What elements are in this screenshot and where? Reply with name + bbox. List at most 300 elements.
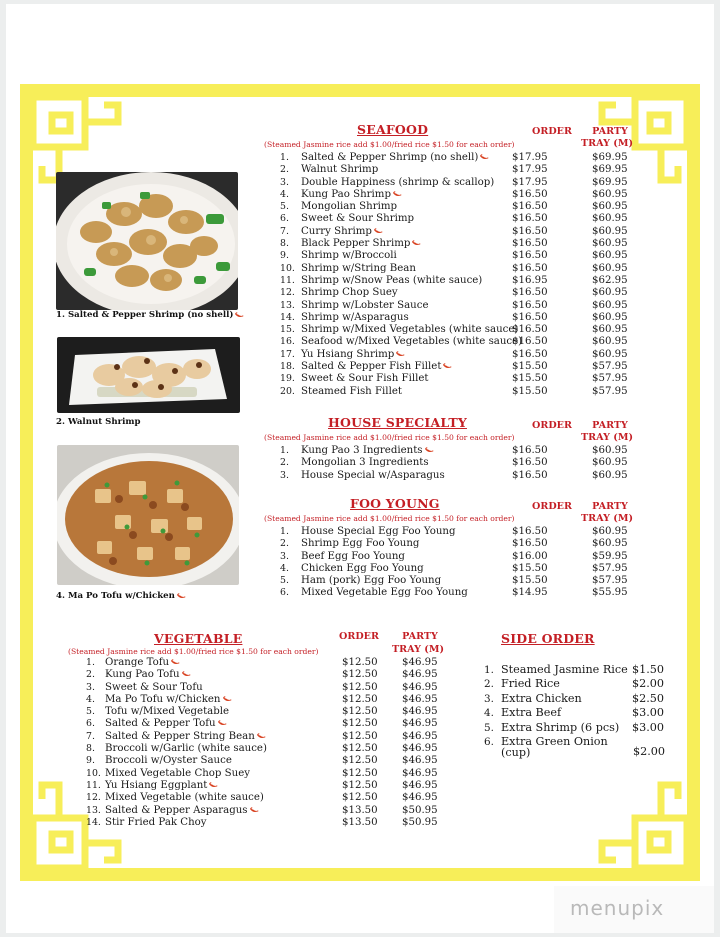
party-tray-price: $60.95 bbox=[592, 213, 628, 225]
item-number: 4. bbox=[280, 562, 289, 574]
seafood-order-header: ORDER bbox=[532, 126, 572, 137]
item-name bbox=[301, 457, 429, 469]
item-number: 15. bbox=[280, 324, 295, 336]
item-number: 10. bbox=[86, 767, 101, 779]
item-number: 16. bbox=[280, 336, 295, 348]
seafood-rice-note: (Steamed Jasmine rice add $1.00/fried rice $1.50 for each order) bbox=[264, 140, 515, 149]
order-price: $16.50 bbox=[512, 311, 548, 323]
item-name bbox=[501, 692, 582, 706]
menu-item bbox=[274, 226, 634, 238]
chili-pepper-icon bbox=[396, 351, 405, 357]
item-name-text: Salted & Pepper String Bean bbox=[105, 730, 255, 742]
chili-pepper-icon bbox=[257, 733, 266, 739]
party-tray-price: $60.95 bbox=[592, 201, 628, 213]
foo-young-tray-header: TRAY (M) bbox=[581, 513, 633, 524]
item-number: 4. bbox=[86, 693, 95, 705]
party-tray-price: $60.95 bbox=[592, 287, 628, 299]
item-number: 2. bbox=[484, 678, 494, 691]
item-number: 10. bbox=[280, 262, 295, 274]
item-name-text: Fried Rice bbox=[501, 677, 560, 691]
item-number: 14. bbox=[86, 816, 101, 828]
side-order-title: SIDE ORDER bbox=[501, 631, 595, 646]
item-number: 5. bbox=[280, 201, 289, 213]
item-name-text: Mixed Vegetable (white sauce) bbox=[105, 792, 264, 804]
menu-item bbox=[274, 349, 634, 361]
item-name bbox=[301, 324, 518, 336]
party-tray-price: $60.95 bbox=[592, 526, 628, 537]
party-tray-price: $69.95 bbox=[592, 152, 628, 163]
order-price: $12.50 bbox=[342, 657, 378, 668]
menu-item bbox=[274, 575, 634, 587]
item-number: 2. bbox=[280, 457, 289, 469]
party-tray-price: $46.95 bbox=[402, 657, 438, 668]
party-tray-price: $60.95 bbox=[592, 225, 628, 237]
menu-item bbox=[274, 275, 634, 287]
item-name-text: Shrimp Egg Foo Young bbox=[301, 538, 420, 550]
item-name bbox=[301, 526, 456, 538]
order-price: $2.00 bbox=[632, 677, 665, 691]
menu-item bbox=[80, 657, 440, 669]
item-name-text: Black Pepper Shrimp bbox=[301, 238, 411, 250]
item-number: 4. bbox=[484, 707, 494, 720]
item-number: 3. bbox=[280, 176, 289, 188]
item-name-text: Yu Hsiang Eggplant bbox=[105, 779, 208, 791]
item-name-text: Curry Shrimp bbox=[301, 225, 372, 237]
item-number: 2. bbox=[280, 538, 289, 550]
item-name-text: Shrimp w/Broccoli bbox=[301, 250, 397, 262]
item-name-text: Sweet & Sour Tofu bbox=[105, 681, 203, 693]
party-tray-price: $60.95 bbox=[592, 445, 628, 456]
order-price: $15.50 bbox=[512, 562, 548, 574]
vegetable-party-header: PARTY bbox=[402, 631, 438, 642]
item-number: 1. bbox=[280, 152, 289, 163]
item-name-text: Mixed Vegetable Egg Foo Young bbox=[301, 587, 468, 599]
item-name bbox=[301, 201, 397, 213]
order-price: $17.95 bbox=[512, 176, 548, 188]
item-name-text: Shrimp Chop Suey bbox=[301, 287, 398, 299]
house-order-header: ORDER bbox=[532, 420, 572, 431]
order-price: $16.50 bbox=[512, 201, 548, 213]
item-name-text: Seafood w/Mixed Vegetables (white sauce) bbox=[301, 336, 523, 348]
order-price: $13.50 bbox=[342, 816, 378, 828]
chili-pepper-icon bbox=[235, 312, 244, 318]
chili-pepper-icon bbox=[412, 240, 421, 246]
party-tray-price: $50.95 bbox=[402, 804, 438, 816]
menu-item bbox=[80, 682, 440, 694]
party-tray-price: $60.95 bbox=[592, 457, 628, 469]
item-number: 8. bbox=[86, 743, 95, 755]
item-name-text: Extra Chicken bbox=[501, 691, 582, 705]
chili-pepper-icon bbox=[250, 807, 259, 813]
chili-pepper-icon bbox=[177, 593, 186, 599]
party-tray-price: $60.95 bbox=[592, 188, 628, 200]
item-name bbox=[301, 164, 378, 176]
order-price: $12.50 bbox=[342, 743, 378, 755]
house-specialty-title: HOUSE SPECIALTY bbox=[328, 415, 467, 430]
item-name-text: Shrimp w/Snow Peas (white sauce) bbox=[301, 274, 483, 286]
order-price: $16.50 bbox=[512, 287, 548, 299]
party-tray-price: $69.95 bbox=[592, 176, 628, 188]
order-price: $3.00 bbox=[632, 706, 665, 720]
party-tray-price: $60.95 bbox=[592, 469, 628, 481]
menu-item bbox=[274, 526, 634, 538]
item-name-text: Shrimp w/Asparagus bbox=[301, 311, 409, 323]
order-price: $16.50 bbox=[512, 225, 548, 237]
item-name bbox=[301, 263, 416, 275]
vegetable-list bbox=[80, 657, 440, 829]
party-tray-price: $46.95 bbox=[402, 767, 438, 779]
party-tray-price: $46.95 bbox=[402, 718, 438, 730]
party-tray-price: $55.95 bbox=[592, 587, 628, 599]
menu-item bbox=[274, 263, 634, 275]
order-price: $17.95 bbox=[512, 164, 548, 176]
item-name-text: Sweet & Sour Shrimp bbox=[301, 213, 415, 225]
side-cup-price: $2.00 bbox=[633, 745, 666, 758]
party-tray-price: $57.95 bbox=[592, 361, 628, 373]
menu-item bbox=[274, 551, 634, 563]
salted-pepper-shrimp-photo bbox=[56, 172, 238, 310]
item-number: 1. bbox=[280, 445, 289, 456]
party-tray-price: $46.95 bbox=[402, 706, 438, 718]
item-number: 20. bbox=[280, 385, 295, 397]
item-number: 13. bbox=[280, 299, 295, 311]
item-name bbox=[301, 238, 421, 250]
item-number: 6. bbox=[86, 718, 95, 730]
item-number: 3. bbox=[280, 469, 289, 481]
order-price: $16.50 bbox=[512, 213, 548, 225]
order-price: $16.50 bbox=[512, 348, 548, 360]
item-name bbox=[105, 657, 180, 669]
menu-item bbox=[274, 177, 634, 189]
side-order-list bbox=[480, 663, 670, 749]
item-number: 9. bbox=[280, 250, 289, 262]
party-tray-price: $60.95 bbox=[592, 299, 628, 311]
chili-pepper-icon bbox=[480, 154, 489, 160]
order-price: $1.50 bbox=[632, 663, 665, 676]
order-price: $12.50 bbox=[342, 792, 378, 804]
item-name-text: Extra Beef bbox=[501, 706, 562, 720]
party-tray-price: $46.95 bbox=[402, 743, 438, 755]
item-name-text: Salted & Pepper Shrimp (no shell) bbox=[301, 152, 479, 163]
item-name bbox=[105, 743, 267, 755]
party-tray-price: $50.95 bbox=[402, 816, 438, 828]
party-tray-price: $46.95 bbox=[402, 730, 438, 742]
item-name bbox=[105, 792, 264, 804]
item-name bbox=[301, 336, 522, 348]
item-name-text: Chicken Egg Foo Young bbox=[301, 562, 424, 574]
item-number: 1. bbox=[280, 526, 289, 537]
seafood-title: SEAFOOD bbox=[357, 122, 429, 137]
order-price: $13.50 bbox=[342, 804, 378, 816]
chili-pepper-icon bbox=[425, 447, 434, 453]
party-tray-price: $60.95 bbox=[592, 324, 628, 336]
item-number: 9. bbox=[86, 755, 95, 767]
item-number: 2. bbox=[86, 669, 95, 681]
side-cup-label: (cup) bbox=[501, 746, 531, 759]
item-name bbox=[301, 361, 452, 373]
seafood-tray-header: TRAY (M) bbox=[581, 138, 633, 149]
order-price: $16.50 bbox=[512, 526, 548, 537]
chili-pepper-icon bbox=[374, 228, 383, 234]
order-price: $2.50 bbox=[632, 691, 665, 705]
item-name bbox=[301, 538, 419, 550]
order-price: $14.95 bbox=[512, 587, 548, 599]
item-number: 6. bbox=[484, 735, 494, 748]
order-price: $15.50 bbox=[512, 373, 548, 385]
menu-item bbox=[80, 694, 440, 706]
foo-young-party-header: PARTY bbox=[592, 501, 628, 512]
item-name-text: Mixed Vegetable Chop Suey bbox=[105, 767, 251, 779]
menu-item bbox=[274, 445, 634, 457]
menu-item bbox=[80, 780, 440, 792]
item-number: 3. bbox=[484, 692, 494, 705]
walnut-shrimp-caption: 2. Walnut Shrimp bbox=[56, 417, 141, 427]
vegetable-tray-header: TRAY (M) bbox=[392, 644, 444, 655]
item-name-text: Broccoli w/Garlic (white sauce) bbox=[105, 743, 267, 755]
menu-item bbox=[274, 201, 634, 213]
item-name bbox=[301, 312, 409, 324]
menu-item bbox=[480, 721, 670, 735]
foo-young-title: FOO YOUNG bbox=[350, 496, 440, 511]
item-name bbox=[301, 386, 402, 398]
order-price: $12.50 bbox=[342, 730, 378, 742]
order-price: $16.50 bbox=[512, 445, 548, 456]
walnut-shrimp-photo bbox=[57, 337, 240, 413]
order-price: $16.50 bbox=[512, 238, 548, 250]
order-price: $16.50 bbox=[512, 262, 548, 274]
party-tray-price: $57.95 bbox=[592, 562, 628, 574]
menu-item bbox=[480, 677, 670, 691]
menu-item bbox=[80, 731, 440, 743]
item-name-text: Mongolian Shrimp bbox=[301, 201, 398, 213]
menu-item bbox=[274, 373, 634, 385]
item-number: 7. bbox=[280, 225, 289, 237]
menu-item bbox=[80, 805, 440, 817]
item-number: 6. bbox=[280, 213, 289, 225]
item-number: 5. bbox=[280, 575, 289, 587]
house-rice-note: (Steamed Jasmine rice add $1.00/fried rice $1.50 for each order) bbox=[264, 433, 515, 442]
vegetable-title: VEGETABLE bbox=[154, 631, 243, 646]
menu-item bbox=[274, 164, 634, 176]
party-tray-price: $60.95 bbox=[592, 250, 628, 262]
item-name bbox=[301, 349, 405, 361]
foo-young-list bbox=[274, 526, 634, 600]
item-name bbox=[105, 817, 207, 829]
item-name-text: Double Happiness (shrimp & scallop) bbox=[301, 176, 495, 188]
order-price: $12.50 bbox=[342, 755, 378, 767]
ma-po-tofu-photo bbox=[57, 445, 239, 585]
party-tray-price: $57.95 bbox=[592, 575, 628, 587]
item-name bbox=[105, 669, 191, 681]
menu-item bbox=[80, 817, 440, 829]
item-name bbox=[301, 250, 397, 262]
menu-item bbox=[80, 669, 440, 681]
party-tray-price: $57.95 bbox=[592, 373, 628, 385]
house-specialty-list bbox=[274, 445, 634, 482]
party-tray-price: $69.95 bbox=[592, 164, 628, 176]
item-name-text: Orange Tofu bbox=[105, 657, 170, 668]
menu-item bbox=[274, 361, 634, 373]
menu-item bbox=[80, 706, 440, 718]
item-name-text: Shrimp w/String Bean bbox=[301, 262, 416, 274]
chili-pepper-icon bbox=[171, 659, 180, 665]
item-name-text: Yu Hsiang Shrimp bbox=[301, 348, 395, 360]
menu-item bbox=[274, 312, 634, 324]
item-number: 1. bbox=[86, 657, 95, 668]
salted-pepper-shrimp-caption: 1. Salted & Pepper Shrimp (no shell) bbox=[56, 310, 244, 320]
menu-item bbox=[80, 792, 440, 804]
menu-item bbox=[480, 706, 670, 720]
party-tray-price: $46.95 bbox=[402, 755, 438, 767]
menu-item bbox=[80, 768, 440, 780]
order-price: $12.50 bbox=[342, 681, 378, 693]
item-name bbox=[501, 663, 628, 677]
party-tray-price: $62.95 bbox=[592, 274, 628, 286]
item-name-text: Ma Po Tofu w/Chicken bbox=[105, 693, 221, 705]
order-price: $16.50 bbox=[512, 299, 548, 311]
item-name-text: Kung Pao 3 Ingredients bbox=[301, 445, 423, 456]
item-number: 3. bbox=[86, 681, 95, 693]
item-number: 5. bbox=[484, 721, 494, 734]
order-price: $16.50 bbox=[512, 324, 548, 336]
menu-item bbox=[274, 238, 634, 250]
item-name-text: Steamed Jasmine Rice bbox=[501, 663, 628, 676]
item-name bbox=[301, 189, 402, 201]
chili-pepper-icon bbox=[218, 720, 227, 726]
party-tray-price: $59.95 bbox=[592, 550, 628, 562]
order-price: $12.50 bbox=[342, 767, 378, 779]
item-name bbox=[105, 805, 259, 817]
item-name bbox=[501, 721, 619, 735]
order-price: $3.00 bbox=[632, 720, 665, 734]
party-tray-price: $60.95 bbox=[592, 311, 628, 323]
item-name bbox=[501, 706, 561, 720]
item-number: 17. bbox=[280, 348, 295, 360]
party-tray-price: $60.95 bbox=[592, 538, 628, 550]
order-price: $12.50 bbox=[342, 779, 378, 791]
item-number: 3. bbox=[280, 550, 289, 562]
chili-pepper-icon bbox=[223, 696, 232, 702]
order-price: $12.50 bbox=[342, 718, 378, 730]
party-tray-price: $60.95 bbox=[592, 336, 628, 348]
menu-item bbox=[274, 324, 634, 336]
menu-item bbox=[480, 692, 670, 706]
item-name bbox=[301, 300, 428, 312]
item-name bbox=[301, 563, 424, 575]
item-name-text: Kung Pao Tofu bbox=[105, 669, 180, 681]
item-number: 19. bbox=[280, 373, 295, 385]
item-number: 12. bbox=[280, 287, 295, 299]
item-name bbox=[105, 780, 218, 792]
item-name bbox=[105, 731, 266, 743]
item-name bbox=[301, 445, 434, 457]
order-price: $12.50 bbox=[342, 706, 378, 718]
menu-item bbox=[274, 287, 634, 299]
order-price: $15.50 bbox=[512, 361, 548, 373]
item-number: 12. bbox=[86, 792, 101, 804]
item-name-text: Salted & Pepper Tofu bbox=[105, 718, 216, 730]
item-number: 14. bbox=[280, 311, 295, 323]
item-number: 2. bbox=[280, 164, 289, 176]
item-name-text: Broccoli w/Oyster Sauce bbox=[105, 755, 232, 767]
item-number: 5. bbox=[86, 706, 95, 718]
party-tray-price: $60.95 bbox=[592, 348, 628, 360]
item-name bbox=[301, 213, 414, 225]
menu-item bbox=[274, 457, 634, 469]
item-number: 1. bbox=[484, 664, 494, 676]
order-price: $15.50 bbox=[512, 575, 548, 587]
item-name-text: Tofu w/Mixed Vegetable bbox=[105, 706, 230, 718]
menu-item bbox=[274, 250, 634, 262]
chili-pepper-icon bbox=[182, 671, 191, 677]
seafood-list bbox=[274, 152, 634, 398]
menu-item bbox=[274, 336, 634, 348]
item-name bbox=[301, 177, 494, 189]
item-name bbox=[301, 373, 429, 385]
item-name-text: Stir Fried Pak Choy bbox=[105, 816, 207, 828]
item-name bbox=[105, 768, 250, 780]
item-name bbox=[301, 470, 445, 482]
item-name-text: Kung Pao Shrimp bbox=[301, 188, 391, 200]
item-name bbox=[105, 694, 232, 706]
order-price: $16.50 bbox=[512, 469, 548, 481]
item-number: 13. bbox=[86, 804, 101, 816]
item-name-text: Mongolian 3 Ingredients bbox=[301, 457, 429, 469]
order-price: $12.50 bbox=[342, 669, 378, 681]
menu-item bbox=[80, 743, 440, 755]
item-name-text: Extra Shrimp (6 pcs) bbox=[501, 720, 620, 734]
party-tray-price: $46.95 bbox=[402, 669, 438, 681]
item-number: 11. bbox=[280, 274, 295, 286]
menu-item bbox=[80, 718, 440, 730]
item-name-text: Sweet & Sour Fish Fillet bbox=[301, 373, 429, 385]
item-name bbox=[501, 677, 560, 691]
item-name bbox=[301, 287, 398, 299]
party-tray-price: $60.95 bbox=[592, 238, 628, 250]
item-name bbox=[105, 706, 229, 718]
menu-item bbox=[480, 663, 670, 677]
order-price: $16.50 bbox=[512, 188, 548, 200]
item-name bbox=[301, 226, 383, 238]
order-price: $16.50 bbox=[512, 457, 548, 469]
chili-pepper-icon bbox=[209, 782, 218, 788]
order-price: $16.95 bbox=[512, 274, 548, 286]
menu-item bbox=[80, 755, 440, 767]
order-price: $16.50 bbox=[512, 250, 548, 262]
vegetable-rice-note: (Steamed Jasmine rice add $1.00/fried rice $1.50 for each order) bbox=[68, 647, 319, 656]
menu-item bbox=[274, 587, 634, 599]
item-number: 4. bbox=[280, 188, 289, 200]
chili-pepper-icon bbox=[393, 191, 402, 197]
menu-item bbox=[274, 386, 634, 398]
item-name bbox=[105, 718, 227, 730]
chili-pepper-icon bbox=[443, 363, 452, 369]
item-number: 8. bbox=[280, 238, 289, 250]
item-name-text: House Special Egg Foo Young bbox=[301, 526, 456, 537]
party-tray-price: $46.95 bbox=[402, 693, 438, 705]
item-name bbox=[301, 587, 468, 599]
item-name-text: Ham (pork) Egg Foo Young bbox=[301, 575, 442, 587]
item-name-text: Shrimp w/Mixed Vegetables (white sauce) bbox=[301, 324, 519, 336]
menu-item bbox=[274, 152, 634, 164]
item-name-text: House Special w/Asparagus bbox=[301, 469, 445, 481]
menu-item bbox=[274, 300, 634, 312]
vegetable-order-header: ORDER bbox=[339, 631, 379, 642]
menupix-watermark: menupix bbox=[570, 896, 665, 920]
ma-po-tofu-caption: 4. Ma Po Tofu w/Chicken bbox=[56, 591, 186, 601]
item-number: 18. bbox=[280, 361, 295, 373]
house-tray-header: TRAY (M) bbox=[581, 432, 633, 443]
